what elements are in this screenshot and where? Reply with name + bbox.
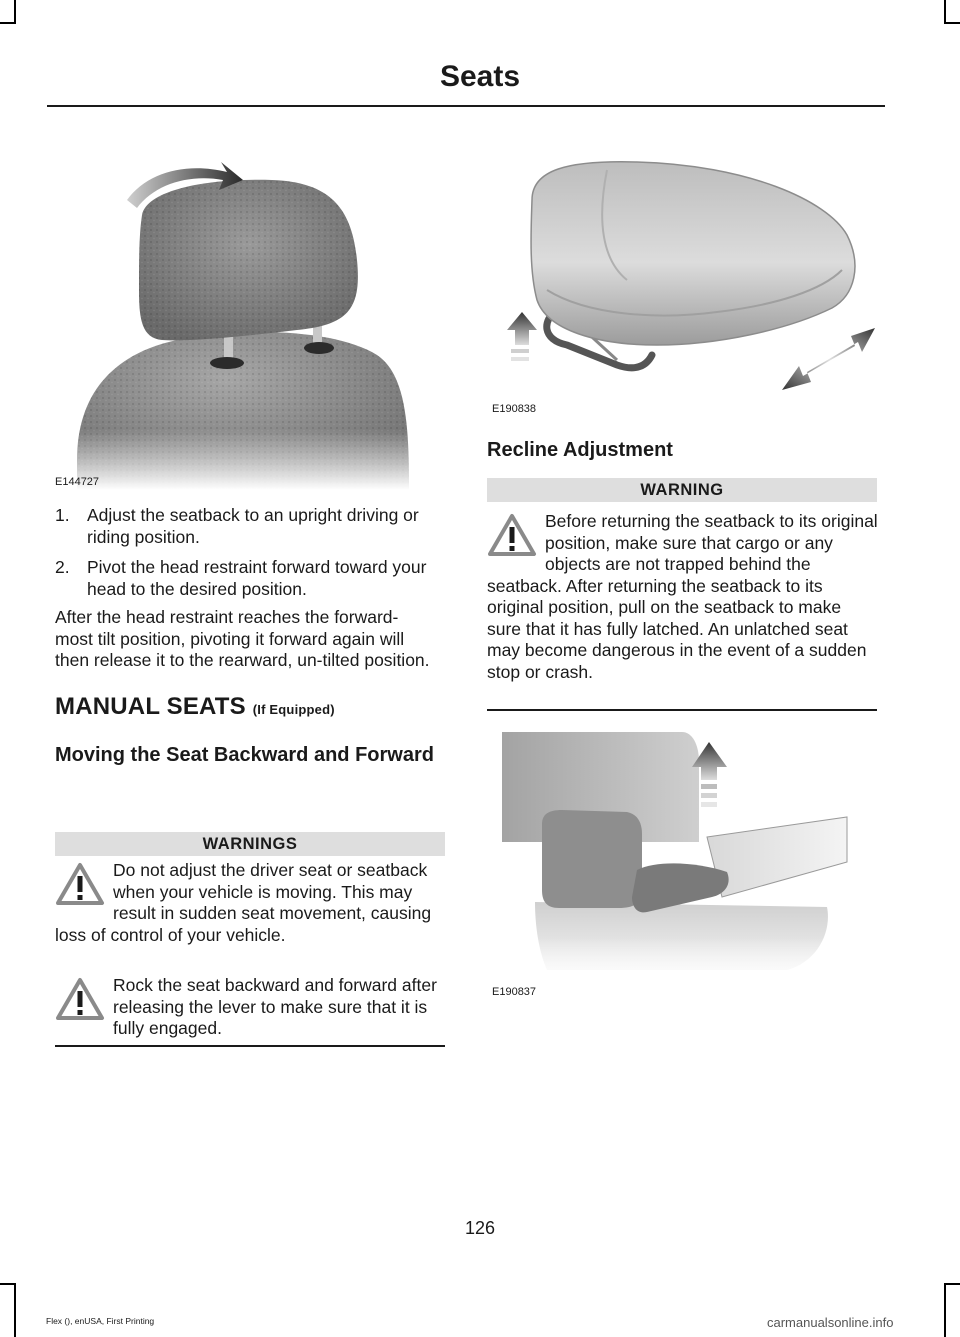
section-title: MANUAL SEATS — [55, 693, 246, 720]
crop-mark — [944, 0, 946, 24]
warning-triangle-icon — [55, 862, 105, 906]
step-2 — [55, 557, 447, 600]
head-restraint-figure — [47, 150, 445, 490]
warning-text: Rock the seat backward and forward after releasing the lever to make sure that it is fully engaged. — [113, 975, 437, 1038]
step-1 — [55, 505, 447, 548]
page-title: Seats — [439, 60, 521, 93]
recline-warning — [487, 511, 879, 683]
crop-mark — [944, 1283, 946, 1337]
figure-code: E190837 — [492, 986, 537, 998]
step-text: Adjust the seatback to an upright driving or riding position. — [87, 505, 419, 547]
warning-text: Do not adjust the driver seat or seatback when your vehicle is moving. This may result in sudden seat movement, causing loss of control of your vehicle. — [55, 860, 432, 945]
step-text: Pivot the head restraint forward toward your head to the desired position. — [87, 557, 427, 599]
warning-item — [55, 860, 447, 946]
move-seat-subheading: Moving the Seat Backward and Forward — [55, 744, 434, 766]
page-number: 126 — [464, 1218, 496, 1238]
tilt-release-paragraph: After the head restraint reaches the forward-most tilt position, pivoting it forward again will then release it to the rearward, un-tilted position. — [55, 607, 430, 670]
warning-triangle-icon — [487, 513, 537, 557]
warning-item — [55, 975, 447, 1040]
warnings-end-rule — [55, 1045, 445, 1047]
watermark: carmanualsonline.info — [767, 1315, 894, 1330]
section-qualifier: (If Equipped) — [252, 702, 335, 717]
recline-subheading: Recline Adjustment — [487, 439, 673, 461]
recline-lever-illustration — [487, 722, 885, 987]
crop-mark — [14, 1283, 16, 1337]
seat-cushion-figure — [487, 140, 885, 410]
warnings-label: WARNINGS — [55, 832, 445, 856]
crop-mark — [0, 22, 16, 24]
publication-info: Flex (), enUSA, First Printing — [46, 1316, 155, 1326]
recline-lever-figure — [487, 722, 885, 987]
figure-code: E144727 — [55, 476, 100, 488]
crop-mark — [944, 1283, 960, 1285]
crop-mark — [0, 1283, 16, 1285]
crop-mark — [14, 0, 16, 24]
warning-label: WARNING — [487, 478, 877, 502]
section-heading — [55, 693, 335, 721]
head-restraint-illustration — [47, 150, 445, 490]
header-rule — [47, 105, 885, 107]
seat-cushion-illustration — [487, 140, 885, 410]
figure-code: E190838 — [492, 403, 537, 415]
step-number: 1. — [55, 505, 70, 525]
crop-mark — [944, 22, 960, 24]
warning-triangle-icon — [55, 977, 105, 1021]
warning-text: Before returning the seatback to its original position, make sure that cargo or any objects are not trapped behind the seatback. After returning the seatback to its original position, pull on the seatback to make sure that it has fully latched. An unlatched seat may become dangerous in the event of a sudden stop or crash. — [487, 511, 878, 682]
warning-end-rule — [487, 709, 877, 711]
step-number: 2. — [55, 557, 70, 577]
